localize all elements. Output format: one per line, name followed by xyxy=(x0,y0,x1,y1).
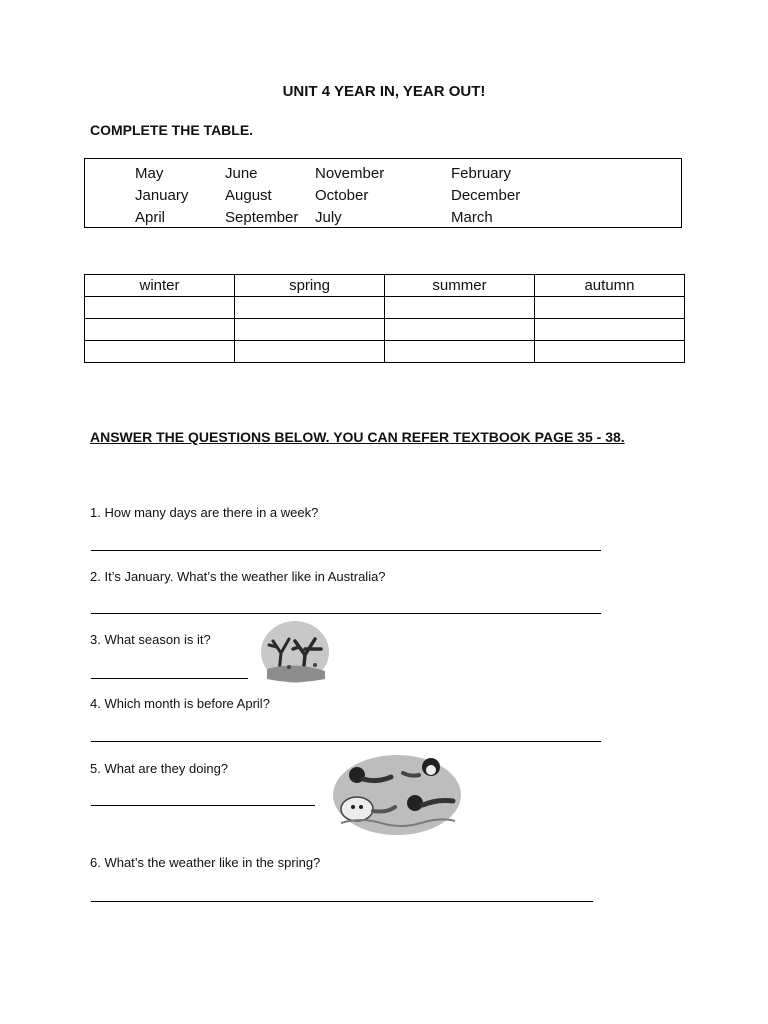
answer-line-2[interactable] xyxy=(91,613,601,614)
month-word: December xyxy=(451,187,521,204)
answer-line-5[interactable] xyxy=(91,805,315,806)
question-4: 4. Which month is before April? xyxy=(90,696,270,711)
month-word-bank xyxy=(84,158,682,228)
answer-cell[interactable] xyxy=(535,297,685,319)
instructions-heading: ANSWER THE QUESTIONS BELOW. YOU CAN REFER TEXTBOOK PAGE 35 - 38. xyxy=(90,429,625,445)
season-header-winter: winter xyxy=(85,275,235,297)
month-word: November xyxy=(315,165,385,182)
month-word: May xyxy=(135,165,164,182)
season-header-summer: summer xyxy=(385,275,535,297)
water-background xyxy=(333,755,461,835)
fallen-leaf xyxy=(313,663,317,667)
month-word: February xyxy=(451,165,512,182)
answer-cell[interactable] xyxy=(235,341,385,363)
month-word: July xyxy=(315,209,342,226)
table-header-row xyxy=(85,275,685,297)
month-word: June xyxy=(225,165,258,182)
answer-cell[interactable] xyxy=(85,341,235,363)
month-word: August xyxy=(225,187,272,204)
page-title: UNIT 4 YEAR IN, YEAR OUT! xyxy=(282,83,486,100)
question-3: 3. What season is it? xyxy=(90,632,211,647)
month-word: March xyxy=(451,209,493,226)
question-1: 1. How many days are there in a week? xyxy=(90,505,319,520)
answer-cell[interactable] xyxy=(385,319,535,341)
fallen-leaf xyxy=(287,665,291,669)
answer-cell[interactable] xyxy=(85,297,235,319)
answer-line-4[interactable] xyxy=(91,741,601,742)
question-5: 5. What are they doing? xyxy=(90,761,229,776)
answer-cell[interactable] xyxy=(535,341,685,363)
bare-trees-illustration xyxy=(259,619,331,685)
seasons-table xyxy=(84,274,685,363)
answer-cell[interactable] xyxy=(85,319,235,341)
answer-cell[interactable] xyxy=(535,319,685,341)
answer-cell[interactable] xyxy=(235,297,385,319)
question-6: 6. What’s the weather like in the spring? xyxy=(90,855,321,870)
answer-cell[interactable] xyxy=(385,297,535,319)
table-row xyxy=(85,341,685,363)
table-row xyxy=(85,319,685,341)
month-word: October xyxy=(315,187,369,204)
answer-cell[interactable] xyxy=(235,319,385,341)
table-row xyxy=(85,297,685,319)
answer-cell[interactable] xyxy=(385,341,535,363)
answer-line-1[interactable] xyxy=(91,550,601,551)
section-heading-complete-table: COMPLETE THE TABLE. xyxy=(90,122,254,138)
question-2: 2. It’s January. What’s the weather like in Australia? xyxy=(90,569,386,584)
season-header-spring: spring xyxy=(235,275,385,297)
answer-line-3[interactable] xyxy=(91,678,248,679)
children-swimming-illustration xyxy=(331,753,463,837)
season-header-autumn: autumn xyxy=(535,275,685,297)
month-word: January xyxy=(135,187,189,204)
month-word: September xyxy=(225,209,299,226)
month-word: April xyxy=(135,209,166,226)
answer-line-6[interactable] xyxy=(91,901,593,902)
